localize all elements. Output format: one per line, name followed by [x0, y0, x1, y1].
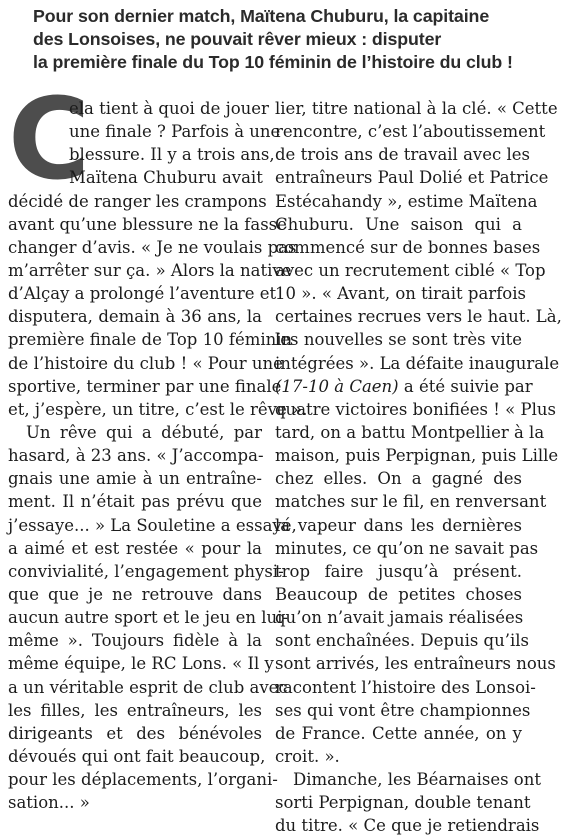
text-line: convivialité, l’engagement physi-: [8, 561, 284, 581]
text-line: et, j’espère, un titre, c’est le rêve ».: [8, 399, 308, 419]
text-line: entraîneurs Paul Dolié et Patrice: [275, 168, 549, 188]
text-line: pour les déplacements, l’organi-: [8, 770, 278, 790]
text-line: les filles, les entraîneurs, les: [8, 700, 262, 720]
text-line: disputera, demain à 36 ans, la: [8, 307, 262, 327]
text-line: les nouvelles se sont très vite: [275, 330, 522, 350]
text-line: de l’histoire du club ! « Pour une: [8, 353, 283, 373]
text-line: d’Alçay a prolongé l’aventure et: [8, 284, 277, 304]
text-line: croit. ».: [275, 746, 340, 766]
text-line: blessure. Il y a trois ans,: [69, 145, 275, 165]
text-line: quatre victoires bonifiées ! « Plus: [275, 399, 556, 419]
text-line: même équipe, le RC Lons. « Il y: [8, 654, 274, 674]
text-line: matches sur le fil, en renversant: [275, 492, 547, 512]
text-line: a un véritable esprit de club avec: [8, 677, 288, 697]
text-line: gnais une amie à un entraîne-: [8, 469, 262, 489]
text-line: lier, titre national à la clé. « Cette: [275, 99, 558, 118]
text-line: Maïtena Chuburu avait: [69, 168, 263, 188]
text-line: une finale ? Parfois à une: [69, 122, 281, 142]
text-line: trop faire jusqu’à présent.: [275, 561, 522, 581]
text-line: aucun autre sport et le jeu en lui-: [8, 608, 288, 628]
text-line: certaines recrues vers le haut. Là,: [275, 307, 562, 327]
text-line: sorti Perpignan, double tenant: [275, 793, 531, 813]
text-line: ment. Il n’était pas prévu que: [8, 492, 262, 512]
text-line: sportive, terminer par une finale: [8, 376, 282, 396]
article-column-right: [275, 97, 562, 838]
text-line: dirigeants et des bénévoles: [8, 723, 262, 743]
text-line: rencontre, c’est l’aboutissement: [275, 122, 546, 142]
text-line: avec un recrutement ciblé « Top: [275, 260, 546, 280]
text-line: qu’on n’avait jamais réalisées: [275, 608, 524, 628]
text-line: Un rêve qui a débuté, par: [26, 422, 262, 442]
text-line: hasard, à 23 ans. « J’accompa-: [8, 446, 264, 466]
text-line: sont enchaînées. Depuis qu’ils: [275, 631, 530, 651]
article-headline: [33, 5, 513, 74]
text-line: première finale de Top 10 féminin: [8, 330, 293, 350]
text-line: dévoués qui ont fait beaucoup,: [8, 746, 266, 766]
text-line: Chuburu. Une saison qui a: [275, 214, 522, 234]
text-line: maison, puis Perpignan, puis Lille: [275, 446, 559, 466]
text-line: même ». Toujours fidèle à la: [8, 631, 262, 651]
text-line: sont arrivés, les entraîneurs nous: [275, 654, 556, 674]
text-line: changer d’avis. « Je ne voulais pas: [8, 237, 297, 257]
text-line: (17-10 à Caen) a été suivie par: [275, 376, 533, 396]
text-line: commencé sur de bonnes bases: [275, 237, 541, 257]
text-line: que que je ne retrouve dans: [8, 584, 262, 604]
text-line: sation... »: [8, 793, 90, 813]
text-line: a aimé et est restée « pour la: [8, 538, 262, 558]
text-line: du titre. « Ce que je retiendrais: [275, 816, 540, 836]
text-line: la vapeur dans les dernières: [275, 515, 522, 535]
text-line: intégrées ». La défaite inaugurale: [275, 353, 560, 373]
text-line: décidé de ranger les crampons: [8, 191, 267, 211]
text-line: minutes, ce qu’on ne savait pas: [275, 538, 539, 558]
text-line: ela tient à quoi de jouer: [69, 99, 269, 118]
text-line: m’arrêter sur ça. » Alors la native: [8, 260, 292, 280]
text-line: racontent l’histoire des Lonsoi-: [275, 677, 536, 697]
text-line: de France. Cette année, on y: [275, 723, 522, 743]
text-line: avant qu’une blessure ne la fasse: [8, 214, 287, 234]
text-line: j’essaye... » La Souletine a essayé,: [8, 515, 297, 535]
text-line: de trois ans de travail avec les: [275, 145, 530, 165]
headline-line: des Lonsoises, ne pouvait rêver mieux : disputer: [33, 29, 442, 49]
text-line: Estécahandy », estime Maïtena: [275, 191, 538, 211]
text-line: ses qui vont être championnes: [275, 700, 531, 720]
headline-line: Pour son dernier match, Maïtena Chuburu, la capitaine: [33, 6, 490, 26]
text-line: Beaucoup de petites choses: [275, 584, 522, 604]
text-line: 10 ». « Avant, on tirait parfois: [275, 284, 526, 304]
text-line: tard, on a battu Montpellier à la: [275, 422, 545, 442]
text-line: Dimanche, les Béarnaises ont: [293, 770, 541, 790]
text-line: chez elles. On a gagné des: [275, 469, 522, 489]
drop-cap-letter: C: [8, 75, 91, 205]
headline-line: la première finale du Top 10 féminin de l’histoire du club !: [33, 52, 513, 72]
